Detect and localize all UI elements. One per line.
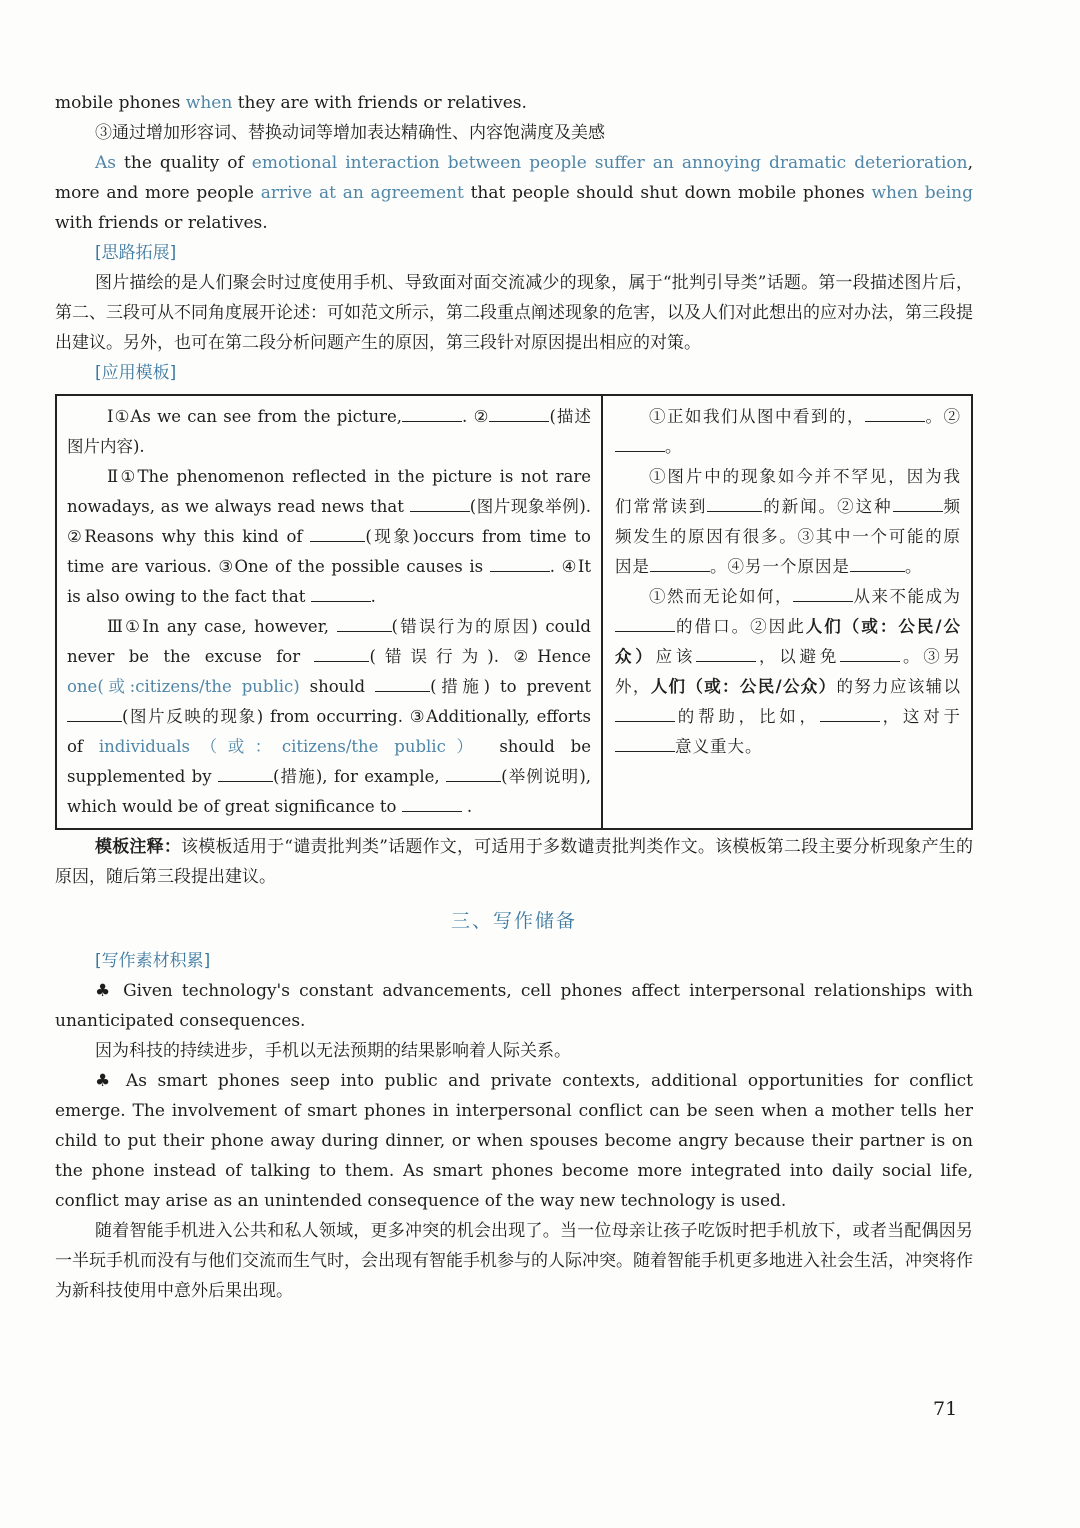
template-english-column [57, 396, 603, 828]
text: ①正如我们从图中看到的， [649, 407, 865, 426]
blank [410, 495, 470, 512]
text: the quality of [116, 153, 252, 173]
text: 该模板适用于“谴责批判类”话题作文，可适用于多数谴责批判类作文。该模板第二段主要分析现象产生的原因，随后第三段提出建议。 [55, 837, 973, 887]
text: . [461, 797, 473, 816]
tip-line: ③通过增加形容词、替换动词等增加表达精确性、内容饱满度及美感 [95, 123, 605, 143]
template-chinese-column [603, 396, 971, 828]
text: As smart phones seep into public and private contexts, additional opportunities for conflict emerge. The involvement of smart phones in interpersonal conflict can be seen when a mother tells her child to put their phone away during dinner, or when spouses become angry because their partner is on the phone instead of talking to them. As smart phones become more integrated into daily social life, conflict may arise as an unintended consequence of the way new technology is used. [55, 1071, 973, 1211]
section-title: 三、写作储备 [450, 910, 577, 932]
material-item-1-en [55, 976, 973, 1036]
section-heading-materials: [写作素材积累] [95, 951, 211, 971]
text: (描述图片内容). [67, 407, 591, 456]
blank [615, 705, 675, 722]
text: . [370, 587, 376, 606]
text: (措施), for example, [272, 767, 447, 786]
page-content [55, 88, 973, 1306]
text: . ② [462, 407, 490, 426]
text: Ⅰ①As we can see from the picture, [107, 407, 403, 426]
text: ，这对于 [879, 707, 962, 726]
material-item-2-en [55, 1066, 973, 1216]
blank [311, 585, 371, 602]
blank [650, 555, 710, 572]
section-heading-template: [应用模板] [95, 363, 177, 383]
silu-paragraph: 图片描绘的是人们聚会时过度使用手机、导致面对面交流减少的现象，属于“批判引导类”话题。第一段描述图片后，第二、三段可从不同角度展开论述：可如范文所示，第二段重点阐述现象的危害，以及人们对此想出的应对办法，第三段提出建议。另外，也可在第二段分析问题产生的原因，第三段针对原因提出相应的对策。 [55, 273, 973, 353]
blank [489, 405, 549, 422]
text: should be supplemented by [67, 737, 591, 786]
material-item-2-cn: 随着智能手机进入公共和私人领域，更多冲突的机会出现了。当一位母亲让孩子吃饭时把手机放下，或者当配偶因另一半玩手机而没有与他们交流而生气时，会出现有智能手机参与的人际冲突。随着智能手机更多地进入社会生活，冲突将作为新科技使用中意外后果出现。 [55, 1221, 973, 1301]
template-cn-para-2 [615, 462, 961, 582]
template-cn-para-1 [615, 402, 961, 462]
text: 的新闻。②这种 [762, 497, 893, 516]
text: 。② [925, 407, 961, 426]
blank [850, 555, 905, 572]
blank [446, 765, 501, 782]
blank [490, 555, 550, 572]
highlight-text: individuals（或：citizens/the public） [98, 737, 484, 756]
material-item-1-cn: 因为科技的持续进步，手机以无法预期的结果影响着人际关系。 [95, 1041, 571, 1061]
text: 。④另一个原因是 [710, 557, 850, 576]
example-sentence [55, 148, 973, 238]
text: that people should shut down mobile phones [463, 183, 872, 203]
text: 的借口。②因此 [675, 617, 806, 636]
blank [67, 705, 122, 722]
text: (措施) to prevent [430, 677, 592, 696]
text: ，以避免 [756, 647, 841, 666]
text: (图片现象举例). ②Reasons why this kind of [67, 497, 592, 546]
template-cn-para-3 [615, 582, 961, 762]
template-en-para-2 [67, 462, 591, 612]
text: they are with friends or relatives. [232, 93, 527, 113]
text: 意义重大。 [675, 737, 763, 756]
text: 的帮助，比如， [675, 707, 820, 726]
blank [615, 615, 675, 632]
text: (举例说明), which would be of great significance to [67, 767, 592, 816]
blank [893, 495, 943, 512]
page-number: 71 [933, 1398, 958, 1420]
text: mobile phones [55, 93, 186, 113]
text: . ④It is also owing to the fact that [67, 557, 591, 606]
note-label: 模板注释： [95, 837, 182, 857]
text: (图片反映的现象) from occurring. ③Additionally, efforts of [67, 707, 591, 756]
paragraph-continuation [55, 88, 973, 118]
text: Ⅲ①In any case, however, [107, 617, 337, 636]
text: 。 [665, 437, 683, 456]
text: 从来不能成为 [853, 587, 961, 606]
blank [375, 675, 430, 692]
highlight-text: one(或:citizens/the public) [67, 677, 300, 696]
highlight-text: emotional interaction between people suffer an annoying dramatic deterioration [251, 153, 968, 173]
text: ①然而无论如何， [649, 587, 793, 606]
text: ①图片中的现象如今并不罕见，因为我们常常读到 [615, 467, 961, 516]
template-note [55, 832, 973, 892]
template-en-para-1 [67, 402, 591, 462]
text: (错误行为的原因) could never be the excuse for [67, 617, 591, 666]
text: should [299, 677, 376, 696]
blank [707, 495, 762, 512]
blank [310, 525, 365, 542]
club-icon: ♣ [95, 981, 114, 1001]
blank [615, 735, 675, 752]
text: 的努力应该辅以 [836, 677, 962, 696]
blank [840, 645, 900, 662]
blank [314, 645, 369, 662]
text: 。③另外， [615, 647, 962, 696]
blank [696, 645, 756, 662]
text: (现象)occurs from time to time are various. ③One of the possible causes is [67, 527, 591, 576]
text: Given technology's constant advancements, cell phones affect interpersonal relationships with unanticipated consequences. [55, 981, 973, 1031]
blank [615, 435, 665, 452]
template-en-para-3 [67, 612, 591, 822]
blank [402, 405, 462, 422]
highlight-text: arrive at an agreement [260, 183, 464, 203]
text: 频频发生的原因有很多。③其中一个可能的原因是 [615, 497, 962, 576]
text: Ⅱ①The phenomenon reflected in the picture is not rare nowadays, as we always read news that [67, 467, 591, 516]
text: 人们（或：公民/公众） [650, 677, 837, 696]
blank [218, 765, 273, 782]
text: with friends or relatives. [55, 213, 268, 233]
club-icon: ♣ [95, 1071, 116, 1091]
highlight-text: when [185, 93, 233, 113]
blank [337, 615, 392, 632]
section-heading-silu: [思路拓展] [95, 243, 177, 263]
text: 人们（或：公民/公众） [615, 617, 961, 666]
blank [793, 585, 853, 602]
blank [865, 405, 925, 422]
template-table [55, 394, 973, 830]
highlight-text: As [95, 153, 117, 173]
text: 应该 [655, 647, 697, 666]
text: (错误行为). ②Hence [369, 647, 591, 666]
blank [402, 795, 462, 812]
blank [820, 705, 880, 722]
highlight-text: when being [871, 183, 973, 203]
text: , more and more people [55, 153, 973, 203]
text: 。 [905, 557, 923, 576]
